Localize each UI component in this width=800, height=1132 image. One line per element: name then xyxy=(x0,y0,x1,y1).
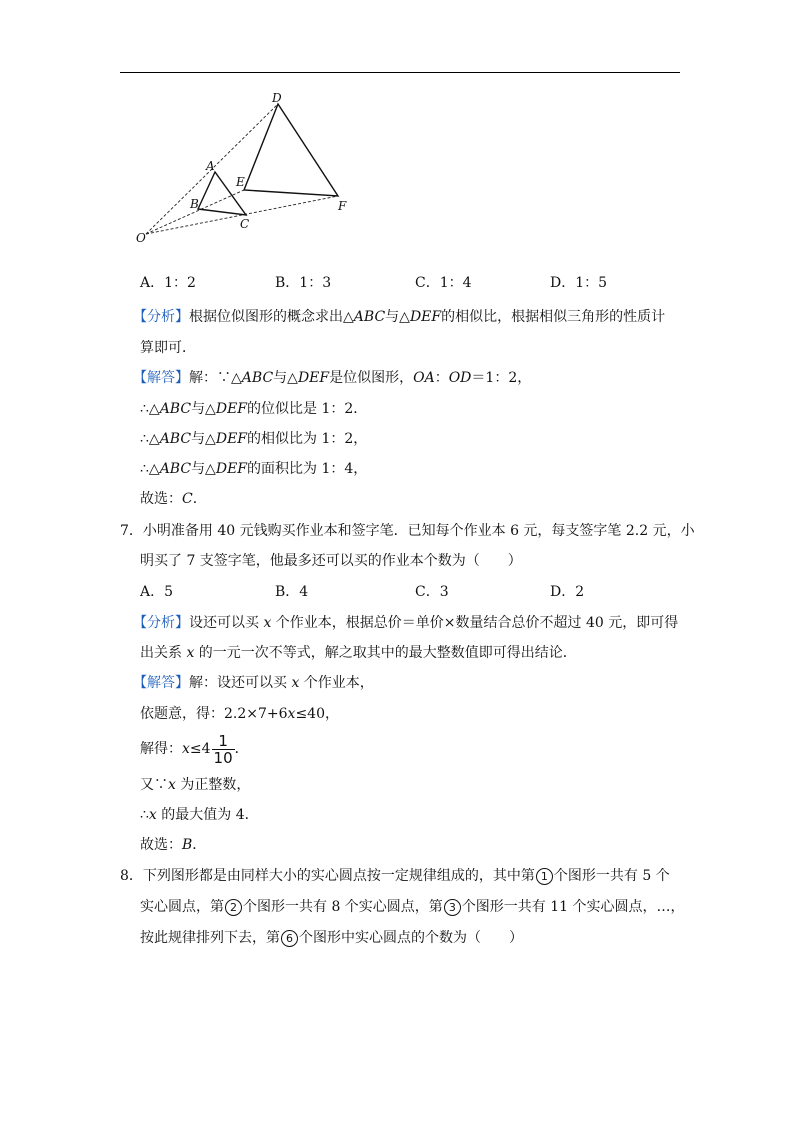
q7-answer-line-6: 故选：B． xyxy=(140,837,207,853)
q6-answer-line-5: 故选：C． xyxy=(140,491,207,507)
q7-answer-line-1: 【解答】解：设还可以买 x 个作业本， xyxy=(133,675,374,691)
label-c: C xyxy=(240,217,250,231)
similar-triangles-figure xyxy=(132,92,362,252)
q7-answer-line-2: 依题意，得：2.2×7+6x≤40， xyxy=(140,706,339,722)
q6-answer-line-4: ∴△ABC与△DEF的面积比为 1：4， xyxy=(140,461,368,477)
triangle-def xyxy=(244,104,338,196)
analysis-tag: 【分析】 xyxy=(133,615,189,631)
label-b: B xyxy=(190,197,199,211)
q6-answer-line-2: ∴△ABC与△DEF的位似比是 1：2． xyxy=(140,401,368,417)
q7-answer-line-5: ∴x 的最大值为 4． xyxy=(140,807,259,823)
q7-option-a: A．5 xyxy=(140,584,174,600)
q6-option-b: B．1：3 xyxy=(275,275,332,291)
q6-option-d: D．1：5 xyxy=(550,275,608,291)
q6-option-a: A．1：2 xyxy=(140,275,196,291)
q7-answer-line-4: 又∵x 为正整数， xyxy=(140,777,251,793)
q7-analysis-line-1: 【分析】设还可以买 x 个作业本，根据总价＝单价×数量结合总价不超过 40 元，即可得 xyxy=(133,615,679,631)
q6-option-c: C．1：4 xyxy=(415,275,472,291)
analysis-tag: 【分析】 xyxy=(133,309,189,325)
label-o: O xyxy=(136,231,146,245)
q6-analysis-line-2: 算即可． xyxy=(140,340,196,356)
label-f: F xyxy=(338,199,347,213)
q8-stem-line-3: 按此规律排列下去，第 6 个图形中实心圆点的个数为（ ） xyxy=(140,930,523,946)
answer-tag: 【解答】 xyxy=(133,370,189,386)
q8-stem-line-1: 8．下列图形都是由同样大小的实心圆点按一定规律组成的，其中第 1 个图形一共有 5 个 xyxy=(120,868,670,884)
fraction-one-tenth: $\frac{1}{10}$ xyxy=(213,731,233,767)
circled-number-2: 2 xyxy=(225,899,242,916)
q6-answer-line-3: ∴△ABC与△DEF的相似比为 1：2， xyxy=(140,431,368,447)
q6-answer-line-1: 【解答】解：∵△ABC与△DEF是位似图形，OA：OD＝1：2， xyxy=(133,370,532,386)
circled-number-1: 1 xyxy=(536,868,553,885)
q7-option-c: C．3 xyxy=(415,584,449,600)
label-d: D xyxy=(272,92,282,105)
q7-stem-line-2: 明买了 7 支签字笔，他最多还可以买的作业本个数为（ ） xyxy=(140,553,522,569)
label-e: E xyxy=(236,175,245,189)
q8-stem-line-2: 实心圆点，第 2 个图形一共有 8 个实心圆点，第 3 个图形一共有 11 个实心圆点，…， xyxy=(140,899,685,915)
label-a: A xyxy=(206,159,215,173)
q7-answer-line-3: 解得：x≤4 $\frac{1}{10}$ ． xyxy=(140,731,249,767)
header-rule xyxy=(120,72,680,73)
q6-analysis-line-1: 【分析】根据位似图形的概念求出△ABC与△DEF的相似比，根据相似三角形的性质计 xyxy=(133,309,666,325)
q7-option-b: B．4 xyxy=(275,584,309,600)
q7-stem-line-1: 7．小明准备用 40 元钱购买作业本和签字笔．已知每个作业本 6 元，每支签字笔 2.2 元，小 xyxy=(120,523,695,539)
answer-tag: 【解答】 xyxy=(133,675,189,691)
circled-number-3: 3 xyxy=(444,899,461,916)
q7-option-d: D．2 xyxy=(550,584,585,600)
circled-number-6: 6 xyxy=(281,930,298,947)
q7-analysis-line-2: 出关系 x 的一元一次不等式，解之取其中的最大整数值即可得出结论． xyxy=(140,645,577,661)
